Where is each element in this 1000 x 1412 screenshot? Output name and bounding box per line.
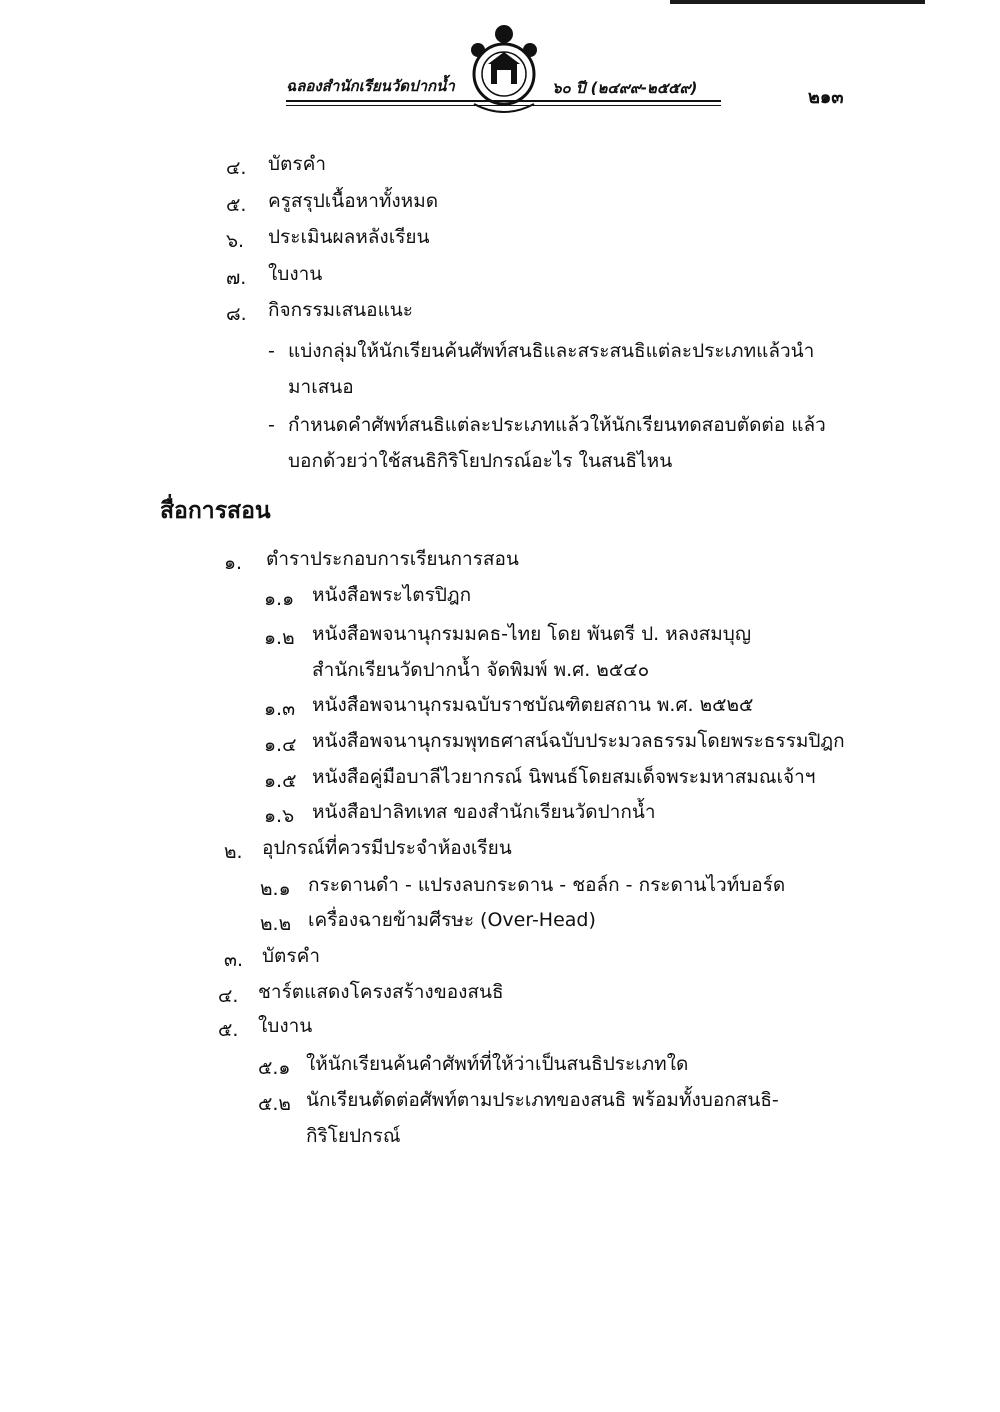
- sub-item-text: หนังสือคู่มือบาลีไวยากรณ์ นิพนธ์โดยสมเด็จพระมหาสมณเจ้าฯ: [312, 766, 816, 788]
- section-heading: สื่อการสอน: [160, 498, 271, 524]
- sub-item-text: กระดานดำ - แปรงลบกระดาน - ชอล์ก - กระดานไวท์บอร์ด: [308, 874, 786, 896]
- list-item-number: ๒.: [224, 841, 243, 863]
- bullet-dash: -: [268, 340, 275, 362]
- list-item-number: ๓.: [224, 949, 244, 971]
- sub-item-text: ให้นักเรียนค้นคำศัพท์ที่ให้ว่าเป็นสนธิประเภทใด: [306, 1053, 689, 1075]
- sub-item-text: หนังสือพระไตรปิฎก: [312, 584, 472, 606]
- sub-item-number: ๑.๑: [264, 588, 295, 610]
- list-item-text: ตำราประกอบการเรียนการสอน: [266, 548, 519, 570]
- page-number: ๒๑๓: [808, 87, 844, 108]
- sub-item-number: ๒.๒: [260, 913, 292, 935]
- activity-text: กำหนดคำศัพท์สนธิแต่ละประเภทแล้วให้นักเรียนทดสอบตัดต่อ แล้ว: [288, 414, 826, 436]
- list-item-text: ใบงาน: [268, 263, 323, 285]
- sub-item-number: ๑.๕: [264, 770, 297, 792]
- sub-item-text: นักเรียนตัดต่อศัพท์ตามประเภทของสนธิ พร้อมทั้งบอกสนธิ-: [306, 1089, 779, 1111]
- list-item-number: ๗.: [226, 267, 247, 289]
- sub-item-text: เครื่องฉายข้ามศีรษะ (Over-Head): [308, 909, 596, 931]
- header-rule-thin: [286, 105, 721, 106]
- list-item-text: บัตรคำ: [262, 945, 320, 967]
- sub-item-text: หนังสือปาลิทเทส ของสำนักเรียนวัดปากน้ำ: [312, 801, 656, 823]
- sub-item-text-cont: สำนักเรียนวัดปากน้ำ จัดพิมพ์ พ.ศ. ๒๕๔๐: [312, 659, 650, 681]
- header-middle-text: ๖๐ ปี (๒๔๙๙-๒๕๕๙): [552, 79, 698, 97]
- list-item-text: อุปกรณ์ที่ควรมีประจำห้องเรียน: [262, 837, 512, 859]
- sub-item-number: ๕.๑: [258, 1057, 291, 1079]
- sub-item-text-cont: กิริโยปกรณ์: [306, 1125, 401, 1147]
- list-item-text: กิจกรรมเสนอแนะ: [268, 299, 414, 321]
- list-item-number: ๕.: [218, 1019, 239, 1041]
- sub-item-number: ๑.๓: [264, 698, 296, 720]
- list-item-text: ครูสรุปเนื้อหาทั้งหมด: [268, 190, 439, 212]
- school-seal-logo: [458, 24, 550, 124]
- list-item-text: ใบงาน: [258, 1015, 313, 1037]
- header-rule: [286, 100, 721, 102]
- sub-item-number: ๑.๒: [264, 627, 295, 649]
- activity-text-cont: มาเสนอ: [288, 376, 354, 398]
- list-item-text: ชาร์ตแสดงโครงสร้างของสนธิ: [258, 981, 504, 1003]
- sub-item-text: หนังสือพจนานุกรมมคธ-ไทย โดย พันตรี ป. หลงสมบุญ: [312, 623, 752, 645]
- activity-text: แบ่งกลุ่มให้นักเรียนค้นศัพท์สนธิและสระสนธิแต่ละประเภทแล้วนำ: [288, 340, 815, 362]
- activity-text-cont: บอกด้วยว่าใช้สนธิกิริโยปกรณ์อะไร ในสนธิไหน: [288, 450, 673, 472]
- list-item-number: ๔.: [218, 985, 239, 1007]
- sub-item-text: หนังสือพจนานุกรมพุทธศาสน์ฉบับประมวลธรรมโดยพระธรรมปิฎก: [312, 730, 845, 752]
- sub-item-number: ๒.๑: [260, 878, 291, 900]
- list-item-number: ๕.: [226, 194, 247, 216]
- sub-item-number: ๑.๖: [264, 805, 295, 827]
- list-item-text: ประเมินผลหลังเรียน: [268, 226, 430, 248]
- header-left-text: ฉลองสำนักเรียนวัดปากน้ำ: [286, 77, 455, 95]
- list-item-text: บัตรคำ: [268, 153, 326, 175]
- bullet-dash: -: [268, 414, 275, 436]
- sub-item-number: ๕.๒: [258, 1093, 291, 1115]
- list-item-number: ๖.: [226, 230, 245, 252]
- top-edge-bar: [670, 0, 925, 4]
- list-item-number: ๑.: [224, 552, 243, 574]
- sub-item-number: ๑.๔: [264, 734, 297, 756]
- list-item-number: ๔.: [226, 157, 247, 179]
- list-item-number: ๘.: [226, 303, 247, 325]
- sub-item-text: หนังสือพจนานุกรมฉบับราชบัณฑิตยสถาน พ.ศ. ๒๕๒๕: [312, 694, 754, 716]
